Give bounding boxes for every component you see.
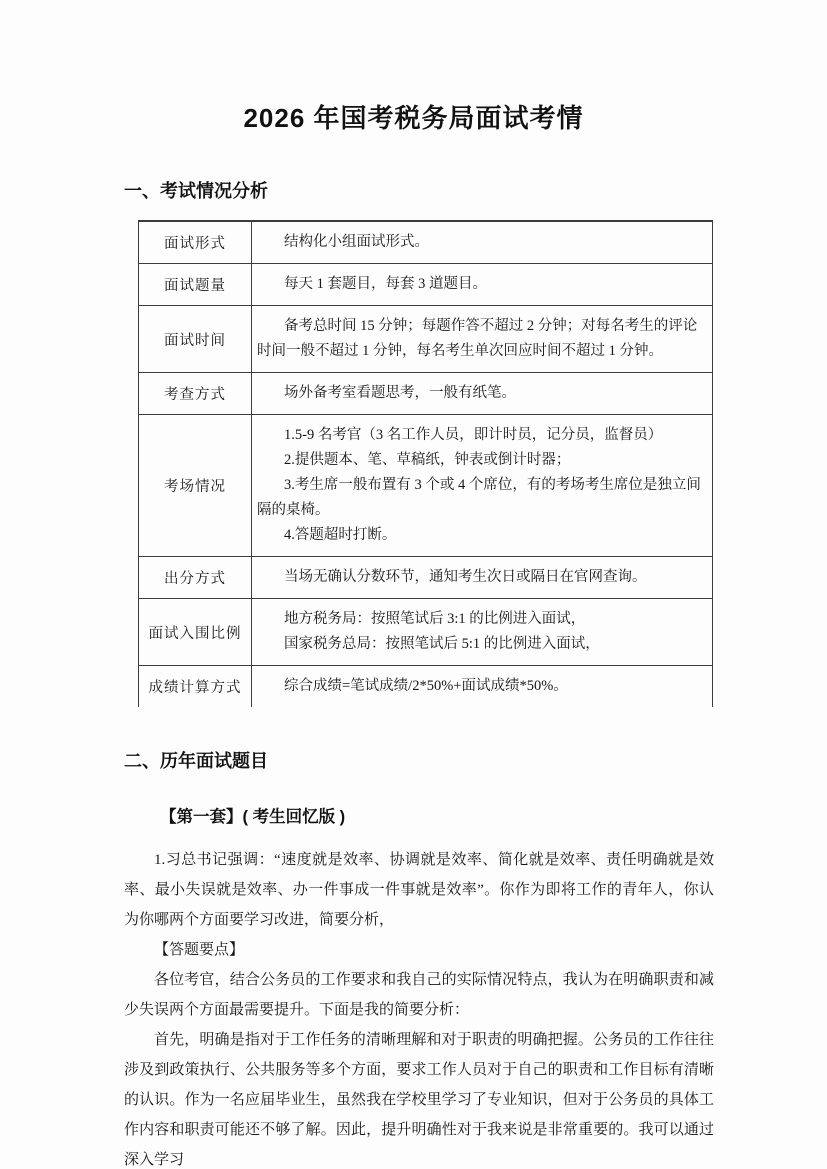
- table-row: [139, 599, 713, 666]
- table-cell-line: 3.考生席一般布置有 3 个或 4 个席位，有的考场考生席位是独立间隔的桌椅。: [257, 477, 701, 518]
- body-paragraph: 1.习总书记强调：“速度就是效率、协调就是效率、简化就是效率、责任明确就是效率、最小失误就是效率、办一件事成一件事就是效率”。你作为即将工作的青年人，你认为你哪两个方面要学习改进，简要分析，: [124, 852, 714, 928]
- table-row-label: 考查方式: [139, 373, 252, 415]
- exam-analysis-table: [138, 220, 713, 707]
- section-heading-questions: 二、历年面试题目: [124, 751, 268, 771]
- table-row: [139, 557, 713, 599]
- table-cell-line: 场外备考室看题思考，一般有纸笔。: [284, 385, 516, 401]
- table-row-label: 面试题量: [139, 264, 252, 306]
- table-cell-line: 国家税务总局：按照笔试后 5:1 的比例进入面试，: [284, 636, 600, 652]
- table-cell-line: 2.提供题本、笔、草稿纸，钟表或倒计时器；: [284, 452, 571, 468]
- table-row: [139, 415, 713, 557]
- document-title: 2026 年国考税务局面试考情: [243, 103, 584, 133]
- body-paragraph: 【答题要点】: [154, 942, 245, 958]
- table-row-content: [252, 599, 713, 666]
- table-row-label: 面试入围比例: [139, 599, 252, 666]
- table-cell-line: 每天 1 套题目，每套 3 道题目。: [284, 276, 487, 292]
- table-row-label: 面试形式: [139, 221, 252, 264]
- table-cell-line: 综合成绩=笔试成绩/2*50%+面试成绩*50%。: [284, 678, 568, 694]
- table-row-content: [252, 557, 713, 599]
- answer-paragraphs: [124, 845, 714, 1169]
- table-row: [139, 666, 713, 708]
- table-cell-line: 4.答题超时打断。: [284, 527, 397, 543]
- table-cell-line: 地方税务局：按照笔试后 3:1 的比例进入面试，: [284, 611, 586, 627]
- table-row: [139, 306, 713, 373]
- table-cell-line: 备考总时间 15 分钟；每题作答不超过 2 分钟；对每名考生的评论时间一般不超过 1 分钟，每名考生单次回应时间不超过 1 分钟。: [257, 318, 698, 359]
- question-set-title: 【第一套】( 考生回忆版 ): [160, 808, 346, 826]
- table-row-content: [252, 415, 713, 557]
- table-cell-line: 结构化小组面试形式。: [284, 234, 429, 250]
- table-row-content: [252, 373, 713, 415]
- section-heading-analysis: 一、考试情况分析: [124, 181, 268, 201]
- table-row-label: 出分方式: [139, 557, 252, 599]
- table-row-label: 考场情况: [139, 415, 252, 557]
- table-row-content: [252, 666, 713, 708]
- table-row-label: 成绩计算方式: [139, 666, 252, 708]
- analysis-table-body: [139, 221, 713, 707]
- table-cell-line: 当场无确认分数环节，通知考生次日或隔日在官网查询。: [284, 569, 647, 585]
- table-row: [139, 221, 713, 264]
- table-row-content: [252, 264, 713, 306]
- body-paragraph: 各位考官，结合公务员的工作要求和我自己的实际情况特点，我认为在明确职责和减少失误两个方面最需要提升。下面是我的简要分析：: [124, 972, 714, 1018]
- table-cell-line: 1.5-9 名考官（3 名工作人员，即计时员，记分员，监督员）: [284, 427, 663, 443]
- body-paragraph: 首先，明确是指对于工作任务的清晰理解和对于职责的明确把握。公务员的工作往往涉及到政策执行、公共服务等多个方面，要求工作人员对于自己的职责和工作目标有清晰的认识。作为一名应届毕业生，虽然我在学校里学习了专业知识，但对于公务员的具体工作内容和职责可能还不够了解。因此，提升明确性对于我来说是非常重要的。我可以通过深入学习: [124, 1032, 714, 1168]
- table-row-label: 面试时间: [139, 306, 252, 373]
- table-row: [139, 264, 713, 306]
- table-row-content: [252, 306, 713, 373]
- table-row: [139, 373, 713, 415]
- table-row-content: [252, 221, 713, 264]
